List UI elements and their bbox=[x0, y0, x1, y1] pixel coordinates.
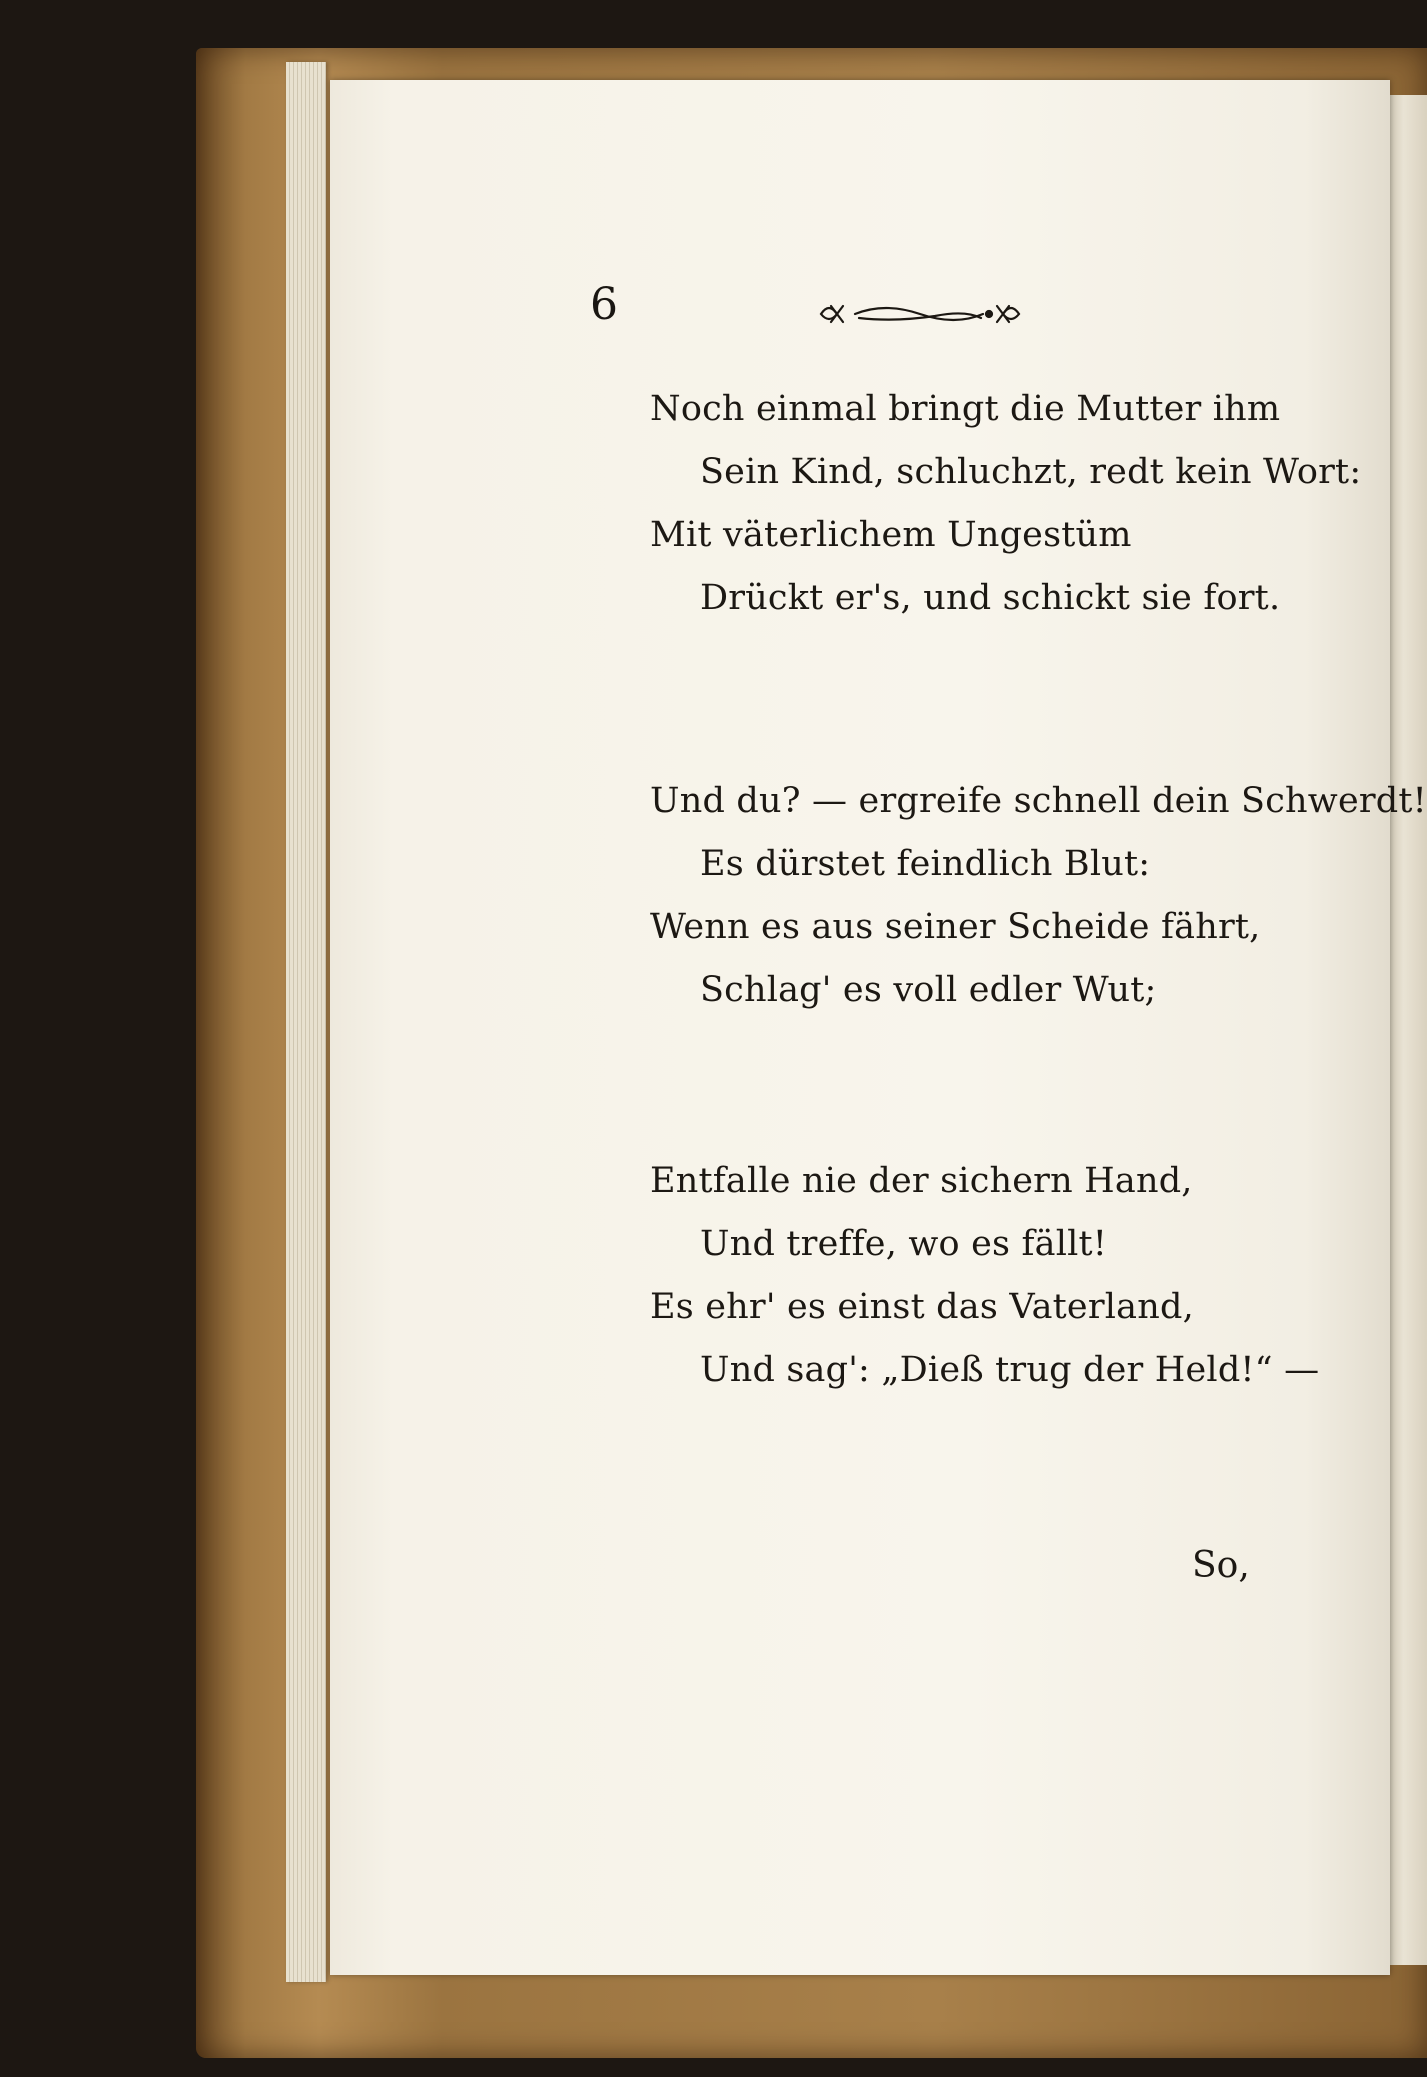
scroll-ornament-icon bbox=[815, 292, 1025, 332]
stanza-2 bbox=[650, 770, 1427, 1022]
next-page-edge bbox=[1388, 95, 1427, 1965]
catchword: So, bbox=[1192, 1545, 1250, 1586]
verse-line: Und treffe, wo es fällt! bbox=[700, 1224, 1108, 1264]
verse-line: Sein Kind, schluchzt, redt kein Wort: bbox=[700, 452, 1362, 492]
verse-line: Und du? — ergreife schnell dein Schwerdt! bbox=[650, 781, 1427, 821]
page-block-edge bbox=[286, 62, 326, 1982]
verse-line: Drückt er's, und schickt sie fort. bbox=[700, 578, 1281, 618]
verse-line: Wenn es aus seiner Scheide fährt, bbox=[650, 907, 1261, 947]
verse-line: Schlag' es voll edler Wut; bbox=[700, 970, 1157, 1010]
book-page bbox=[330, 80, 1390, 1975]
verse-line: Und sag': „Dieß trug der Held!“ — bbox=[700, 1350, 1320, 1390]
verse-line: Noch einmal bringt die Mutter ihm bbox=[650, 389, 1281, 429]
stanza-3 bbox=[650, 1150, 1319, 1402]
verse-line: Mit väterlichem Ungestüm bbox=[650, 515, 1132, 555]
verse-line: Entfalle nie der sichern Hand, bbox=[650, 1161, 1193, 1201]
verse-line: Es dürstet feindlich Blut: bbox=[700, 844, 1151, 884]
stanza-1 bbox=[650, 378, 1361, 630]
page-number: 6 bbox=[590, 279, 618, 330]
verse-line: Es ehr' es einst das Vaterland, bbox=[650, 1287, 1194, 1327]
